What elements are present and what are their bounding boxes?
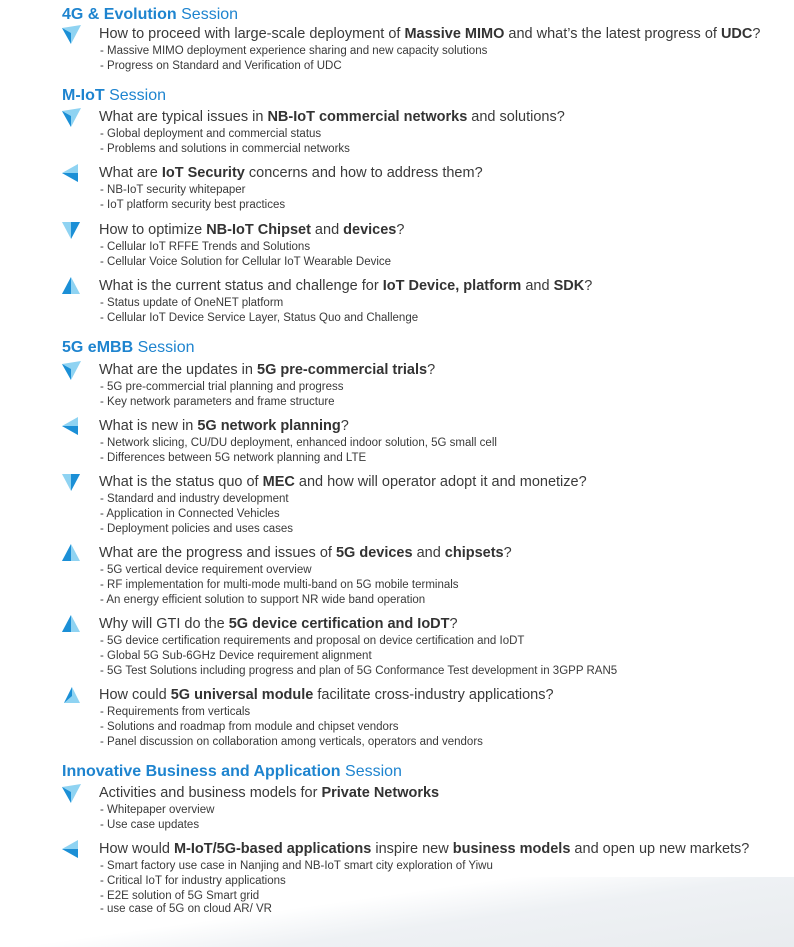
question-text: What are [99, 165, 162, 181]
sub-topic: - Massive MIMO deployment experience sharing and new capacity solutions [100, 45, 488, 57]
question-text: and [521, 278, 554, 294]
sub-topic: - Global 5G Sub-6GHz Device requirement alignment [100, 650, 372, 662]
question-keyword: chipsets [444, 545, 504, 561]
sub-topic: - 5G vertical device requirement overview [100, 564, 312, 576]
question-heading [99, 25, 760, 43]
question-heading [99, 417, 349, 435]
session-title-rest: Session [104, 87, 167, 104]
question-text: ? [449, 616, 458, 632]
question-keyword: 5G universal module [170, 687, 314, 703]
question-keyword: 5G device certification and IoDT [228, 616, 450, 632]
sub-topic: - 5G Test Solutions including progress and plan of 5G Conformance Test development in 3GPP RAN5 [100, 665, 618, 677]
sub-topic: - Use case updates [100, 819, 200, 831]
question-text: ? [752, 26, 761, 42]
question-heading [99, 544, 512, 562]
sub-topic: - Problems and solutions in commercial networks [100, 143, 350, 155]
question-text: How to optimize [99, 222, 207, 238]
question-keyword: Massive MIMO [404, 26, 505, 42]
triangle-left-icon [60, 415, 82, 437]
question-keyword: IoT Security [161, 165, 245, 181]
question-heading [99, 615, 458, 633]
question-text: ? [503, 545, 512, 561]
question-text: What are typical issues in [99, 109, 268, 125]
question-text: ? [584, 278, 593, 294]
triangle-down-left-icon [60, 359, 82, 381]
triangle-down-left-icon [60, 782, 82, 804]
sub-topic: - RF implementation for multi-mode multi-band on 5G mobile terminals [100, 579, 459, 591]
question-keyword: devices [343, 222, 397, 238]
question-text: ? [396, 222, 405, 238]
sub-topic: - NB-IoT security whitepaper [100, 184, 246, 196]
sub-topic: - Requirements from verticals [100, 706, 251, 718]
triangle-up-icon [60, 275, 82, 297]
session-title-bold: 5G eMBB [62, 339, 134, 356]
question-heading [99, 164, 483, 182]
question-text: What are the progress and issues of [99, 545, 336, 561]
question-text: Activities and business models for [99, 785, 322, 801]
sub-topic: - Cellular IoT Device Service Layer, Status Quo and Challenge [100, 312, 419, 324]
triangle-down-left-icon [60, 106, 82, 128]
question-text: What is the current status and challenge for [99, 278, 383, 294]
session-title [62, 5, 238, 25]
sub-topic: - Status update of OneNET platform [100, 297, 284, 309]
session-title-bold: 4G & Evolution [62, 6, 177, 23]
question-keyword: 5G network planning [197, 418, 341, 434]
question-text: concerns and how to address them? [244, 165, 483, 181]
triangle-down-icon [60, 471, 82, 493]
question-keyword: UDC [720, 26, 753, 42]
sub-topic: - Standard and industry development [100, 493, 289, 505]
session-title-bold: M-IoT [62, 87, 105, 104]
sub-topic: - Application in Connected Vehicles [100, 508, 280, 520]
triangle-down-left-icon [60, 23, 82, 45]
session-title-rest: Session [340, 763, 402, 780]
sub-topic: - Cellular IoT RFFE Trends and Solutions [100, 241, 311, 253]
question-keyword: IoT Device, platform [382, 278, 522, 294]
question-text: and [310, 222, 344, 238]
question-text: How could [99, 687, 171, 703]
sub-topic: - Deployment policies and uses cases [100, 523, 294, 535]
sub-topic: - Smart factory use case in Nanjing and NB-IoT smart city exploration of Yiwu [100, 860, 493, 872]
question-text: facilitate cross-industry applications? [313, 687, 554, 703]
sub-topic: - Solutions and roadmap from module and chipset vendors [100, 721, 399, 733]
question-text: What is the status quo of [99, 474, 263, 490]
sub-topic: - 5G device certification requirements and proposal on device certification and IoDT [100, 635, 525, 647]
session-title-bold: Innovative Business and Application [62, 763, 341, 780]
question-keyword: MEC [262, 474, 295, 490]
question-heading [99, 686, 554, 704]
sub-topic: - use case of 5G on cloud AR/ VR [100, 903, 272, 915]
question-text: ? [427, 362, 436, 378]
session-title [62, 762, 402, 782]
session-title [62, 338, 195, 358]
sub-topic: - Key network parameters and frame structure [100, 396, 335, 408]
question-text: and what’s the latest progress of [504, 26, 721, 42]
question-keyword: SDK [553, 278, 585, 294]
question-text: inspire new [371, 841, 453, 857]
question-heading [99, 784, 439, 802]
sub-topic: - Differences between 5G network planning and LTE [100, 452, 367, 464]
question-text: Why will GTI do the [99, 616, 229, 632]
question-heading [99, 108, 565, 126]
sub-topic: - Panel discussion on collaboration among verticals, operators and vendors [100, 736, 483, 748]
triangle-up-icon [60, 542, 82, 564]
sub-topic: - 5G pre-commercial trial planning and progress [100, 381, 344, 393]
session-title-rest: Session [133, 339, 195, 356]
sub-topic: - IoT platform security best practices [100, 199, 286, 211]
question-keyword: 5G devices [335, 545, 413, 561]
question-keyword: business models [452, 841, 571, 857]
question-text: What are the updates in [99, 362, 257, 378]
triangle-up-icon [60, 613, 82, 635]
question-text: and open up new markets? [570, 841, 750, 857]
sub-topic: - Cellular Voice Solution for Cellular IoT Wearable Device [100, 256, 392, 268]
question-keyword: Private Networks [321, 785, 440, 801]
question-keyword: NB-IoT commercial networks [267, 109, 468, 125]
question-text: and solutions? [467, 109, 565, 125]
sub-topic: - An energy efficient solution to support NR wide band operation [100, 594, 426, 606]
question-heading [99, 840, 749, 858]
triangle-left-icon [60, 162, 82, 184]
sub-topic: - Progress on Standard and Verification of UDC [100, 60, 342, 72]
sub-topic: - Network slicing, CU/DU deployment, enhanced indoor solution, 5G small cell [100, 437, 497, 449]
session-title [62, 86, 166, 106]
question-text: How to proceed with large-scale deployment of [99, 26, 405, 42]
question-keyword: M-IoT/5G-based applications [173, 841, 372, 857]
question-heading [99, 473, 587, 491]
question-text: How would [99, 841, 174, 857]
sub-topic: - Global deployment and commercial status [100, 128, 322, 140]
question-text: ? [340, 418, 349, 434]
question-keyword: NB-IoT Chipset [206, 222, 311, 238]
question-keyword: 5G pre-commercial trials [257, 362, 428, 378]
sub-topic: - Critical IoT for industry applications [100, 875, 286, 887]
sub-topic: - Whitepaper overview [100, 804, 215, 816]
triangle-up-right-icon [60, 684, 82, 706]
session-title-rest: Session [176, 6, 239, 23]
question-heading [99, 277, 592, 295]
question-heading [99, 221, 404, 239]
sub-topic: - E2E solution of 5G Smart grid [100, 890, 260, 902]
question-text: and [412, 545, 445, 561]
triangle-left-icon [60, 838, 82, 860]
question-text: What is new in [99, 418, 198, 434]
question-heading [99, 361, 435, 379]
triangle-down-icon [60, 219, 82, 241]
question-text: and how will operator adopt it and monetize? [294, 474, 587, 490]
